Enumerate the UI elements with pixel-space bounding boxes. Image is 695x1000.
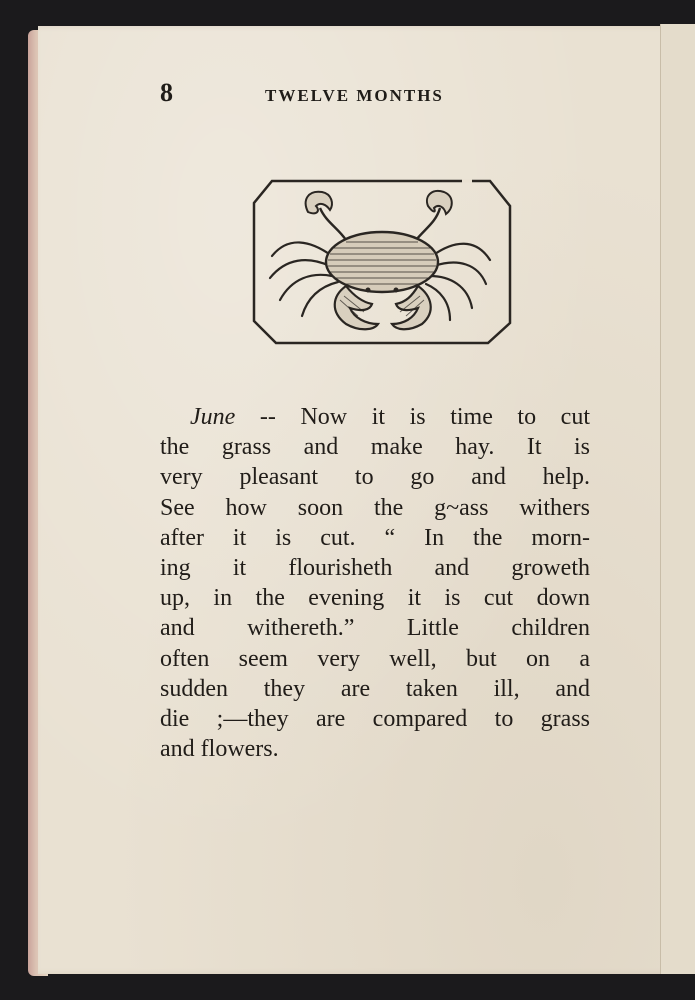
passage-line: up, in the evening it is cut down (160, 585, 590, 612)
passage-line: the grass and make hay. It is (160, 434, 590, 461)
passage-line: and flowers. (160, 736, 279, 763)
month-dash: -- (235, 404, 301, 430)
passage-line: ing it flourisheth and groweth (160, 555, 590, 582)
page-number: 8 (160, 78, 173, 107)
passage-line: die ;—they are compared to grass (160, 706, 590, 733)
month-name: June (190, 404, 236, 430)
passage-line: and withereth.” Little children (160, 615, 590, 642)
passage-line: June -- Now it is time to cut (190, 404, 590, 430)
passage-line: very pleasant to go and help. (160, 464, 590, 491)
passage-line: sudden they are taken ill, and (160, 675, 590, 702)
passage-line: See how soon the g~ass withers (160, 494, 590, 521)
running-title: TWELVE MONTHS (265, 86, 444, 105)
passage-text (160, 402, 590, 764)
passage-line: after it is cut. “ In the morn- (160, 524, 590, 551)
crab-illustration (250, 178, 514, 346)
passage-line: often seem very well, but on a (160, 645, 590, 672)
facing-page-edge (660, 24, 695, 974)
